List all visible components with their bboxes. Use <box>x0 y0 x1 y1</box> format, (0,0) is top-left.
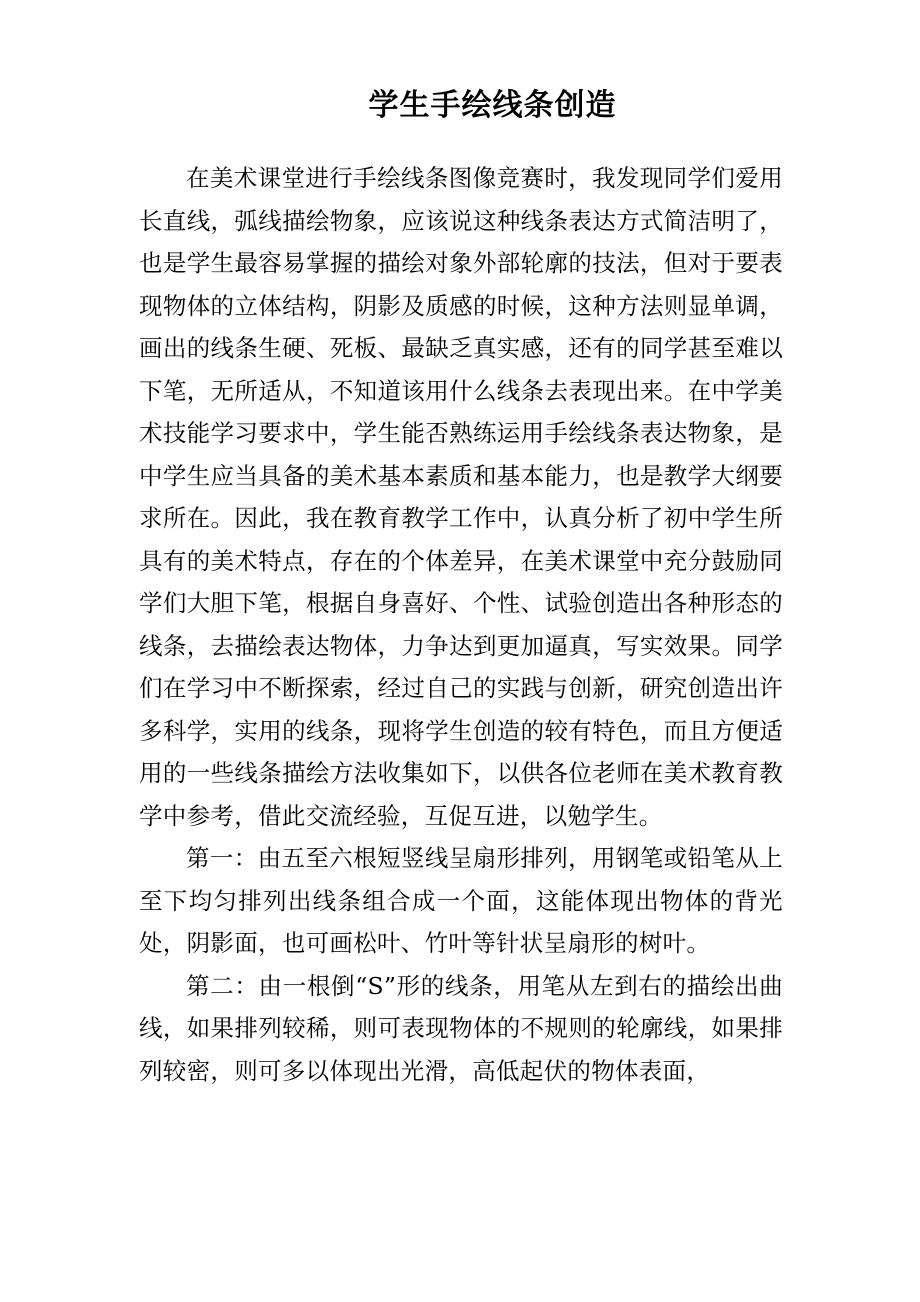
paragraph-second-method: 第二：由一根倒“S”形的线条，用笔从左到右的描绘出曲线，如果排列较稀，则可表现物体的不规则的轮廓线，如果排列较密，则可多以体现出光滑，高低起伏的物体表面， <box>139 971 783 1085</box>
paragraph-first-method: 第一：由五至六根短竖线呈扇形排列，用钢笔或铅笔从上至下均匀排列出线条组合成一个面，这能体现出物体的背光处，阴影面，也可画松叶、竹叶等针状呈扇形的树叶。 <box>139 844 783 957</box>
document-title: 学生手绘线条创造 <box>368 88 617 123</box>
document-body <box>139 157 783 1092</box>
paragraph-intro: 在美术课堂进行手绘线条图像竞赛时，我发现同学们爱用长直线，弧线描绘物象，应该说这种线条表达方式简洁明了，也是学生最容易掌握的描绘对象外部轮廓的技法，但对于要表现物体的立体结构，阴影及质感的时候，这种方法则显单调，画出的线条生硬、死板、最缺乏真实感，还有的同学甚至难以下笔，无所适从，不知道该用什么线条去表现出来。在中学美术技能学习要求中，学生能否熟练运用手绘线条表达物象，是中学生应当具备的美术基本素质和基本能力，也是教学大纲要求所在。因此，我在教育教学工作中，认真分析了初中学生所具有的美术特点，存在的个体差异，在美术课堂中充分鼓励同学们大胆下笔，根据自身喜好、个性、试验创造出各种形态的线条，去描绘表达物体，力争达到更加逼真，写实效果。同学们在学习中不断探索，经过自己的实践与创新，研究创造出许多科学，实用的线条，现将学生创造的较有特色，而且方便适用的一些线条描绘方法收集如下，以供各位老师在美术教育教学中参考，借此交流经验，互促互进，以勉学生。 <box>139 164 783 830</box>
